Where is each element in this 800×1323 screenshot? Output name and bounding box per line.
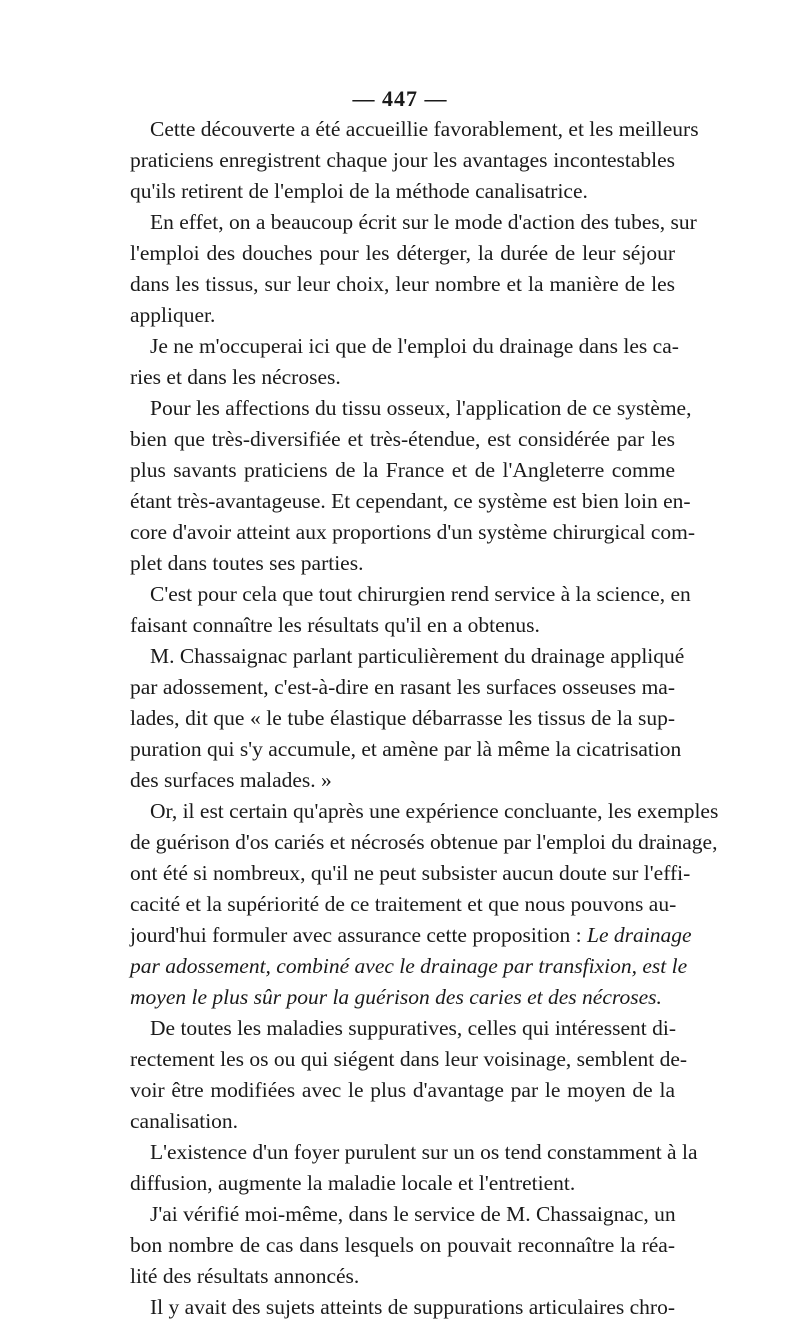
text-line-roman: des surfaces malades. »: [130, 768, 332, 792]
text-line-roman: ries et dans les nécroses.: [130, 365, 341, 389]
text-line: [130, 1106, 675, 1137]
text-line-roman: l'emploi des douches pour les déterger, la durée de leur séjour: [130, 241, 675, 265]
text-line-roman: Pour les affections du tissu osseux, l'application de ce système,: [150, 396, 692, 420]
text-line: [130, 889, 675, 920]
text-line: [130, 424, 675, 455]
text-line-roman: Je ne m'occuperai ici que de l'emploi du drainage dans les ca-: [150, 334, 679, 358]
text-line: [130, 176, 675, 207]
text-line-roman: ont été si nombreux, qu'il ne peut subsister aucun doute sur l'effi-: [130, 861, 691, 885]
text-line-roman: étant très-avantageuse. Et cependant, ce système est bien loin en-: [130, 489, 691, 513]
text-line-roman: praticiens enregistrent chaque jour les avantages incontestables: [130, 148, 675, 172]
text-line-roman: Or, il est certain qu'après une expérience concluante, les exemples: [150, 799, 719, 823]
text-line: [130, 796, 719, 827]
text-line: [130, 455, 675, 486]
text-line-roman: rectement les os ou qui siégent dans leur voisinage, semblent de-: [130, 1047, 688, 1071]
text-line-roman: C'est pour cela que tout chirurgien rend service à la science, en: [150, 582, 691, 606]
text-line-roman: qu'ils retirent de l'emploi de la méthode canalisatrice.: [130, 179, 588, 203]
text-line: [130, 207, 697, 238]
text-line: [130, 672, 675, 703]
text-line-roman: De toutes les maladies suppuratives, celles qui intéressent di-: [150, 1016, 677, 1040]
text-line-roman: voir être modifiées avec le plus d'avantage par le moyen de la: [130, 1078, 675, 1102]
text-line-roman: cacité et la supériorité de ce traitement et que nous pouvons au-: [130, 892, 677, 916]
text-line: [130, 517, 695, 548]
text-line: [130, 238, 675, 269]
text-line: [130, 1292, 675, 1323]
text-line-roman: diffusion, augmente la maladie locale et l'entretient.: [130, 1171, 576, 1195]
text-line: [130, 920, 692, 951]
text-line-roman: bien que très-diversifiée et très-étendue, est considérée par les: [130, 427, 675, 451]
text-line-roman: plet dans toutes ses parties.: [130, 551, 364, 575]
text-line: [130, 827, 718, 858]
text-line: [130, 1013, 675, 1044]
page-number: — 447 —: [352, 86, 448, 111]
text-line: [130, 393, 692, 424]
text-line: [130, 579, 691, 610]
text-line: [130, 114, 699, 145]
text-line: [130, 641, 685, 672]
text-line: [130, 951, 688, 982]
text-line: [130, 1137, 698, 1168]
text-line: [130, 1230, 675, 1261]
text-line-roman: jourd'hui formuler avec assurance cette proposition :: [130, 923, 582, 947]
text-line: [130, 486, 691, 517]
text-line: [130, 331, 679, 362]
text-line: [130, 734, 682, 765]
text-line-roman: lité des résultats annoncés.: [130, 1264, 360, 1288]
text-line: [130, 269, 675, 300]
text-line: [130, 765, 675, 796]
text-line-roman: canalisation.: [130, 1109, 239, 1133]
text-line: [130, 300, 675, 331]
text-line-roman: faisant connaître les résultats qu'il en a obtenus.: [130, 613, 540, 637]
text-line: [130, 610, 675, 641]
text-line: [130, 145, 675, 176]
text-line: [130, 1044, 688, 1075]
text-line: [130, 982, 675, 1013]
text-line-roman: lades, dit que « le tube élastique débarrasse les tissus de la sup-: [130, 706, 675, 730]
text-line-roman: Cette découverte a été accueillie favorablement, et les meilleurs: [150, 117, 699, 141]
text-line-roman: Il y avait des sujets atteints de suppurations articulaires chro-: [150, 1295, 675, 1319]
text-line-roman: En effet, on a beaucoup écrit sur le mode d'action des tubes, sur: [150, 210, 697, 234]
text-line-roman: J'ai vérifié moi-même, dans le service de M. Chassaignac, un: [150, 1202, 676, 1226]
text-line-roman: de guérison d'os cariés et nécrosés obtenue par l'emploi du drainage,: [130, 830, 718, 854]
text-line-roman: dans les tissus, sur leur choix, leur nombre et la manière de les: [130, 272, 675, 296]
text-line-italic: Le drainage: [587, 923, 692, 947]
text-line-roman: puration qui s'y accumule, et amène par là même la cicatrisation: [130, 737, 682, 761]
text-line-roman: M. Chassaignac parlant particulièrement du drainage appliqué: [150, 644, 685, 668]
text-line: [130, 1075, 675, 1106]
text-line: [130, 703, 675, 734]
text-line-roman: appliquer.: [130, 303, 216, 327]
text-line: [130, 1168, 675, 1199]
body-text: [130, 114, 719, 1323]
text-line: [130, 548, 675, 579]
text-line-roman: plus savants praticiens de la France et de l'Angleterre comme: [130, 458, 675, 482]
text-line: [130, 858, 691, 889]
text-line-roman: L'existence d'un foyer purulent sur un os tend constamment à la: [150, 1140, 698, 1164]
text-line-italic: par adossement, combiné avec le drainage par transfixion, est le: [130, 954, 688, 978]
text-line: [130, 362, 675, 393]
text-line: [130, 1199, 675, 1230]
text-line-roman: core d'avoir atteint aux proportions d'un système chirurgical com-: [130, 520, 695, 544]
text-line-roman: bon nombre de cas dans lesquels on pouvait reconnaître la réa-: [130, 1233, 675, 1257]
text-line-roman: par adossement, c'est-à-dire en rasant les surfaces osseuses ma-: [130, 675, 675, 699]
text-line: [130, 1261, 675, 1292]
text-line-italic: moyen le plus sûr pour la guérison des caries et des nécroses.: [130, 985, 662, 1009]
